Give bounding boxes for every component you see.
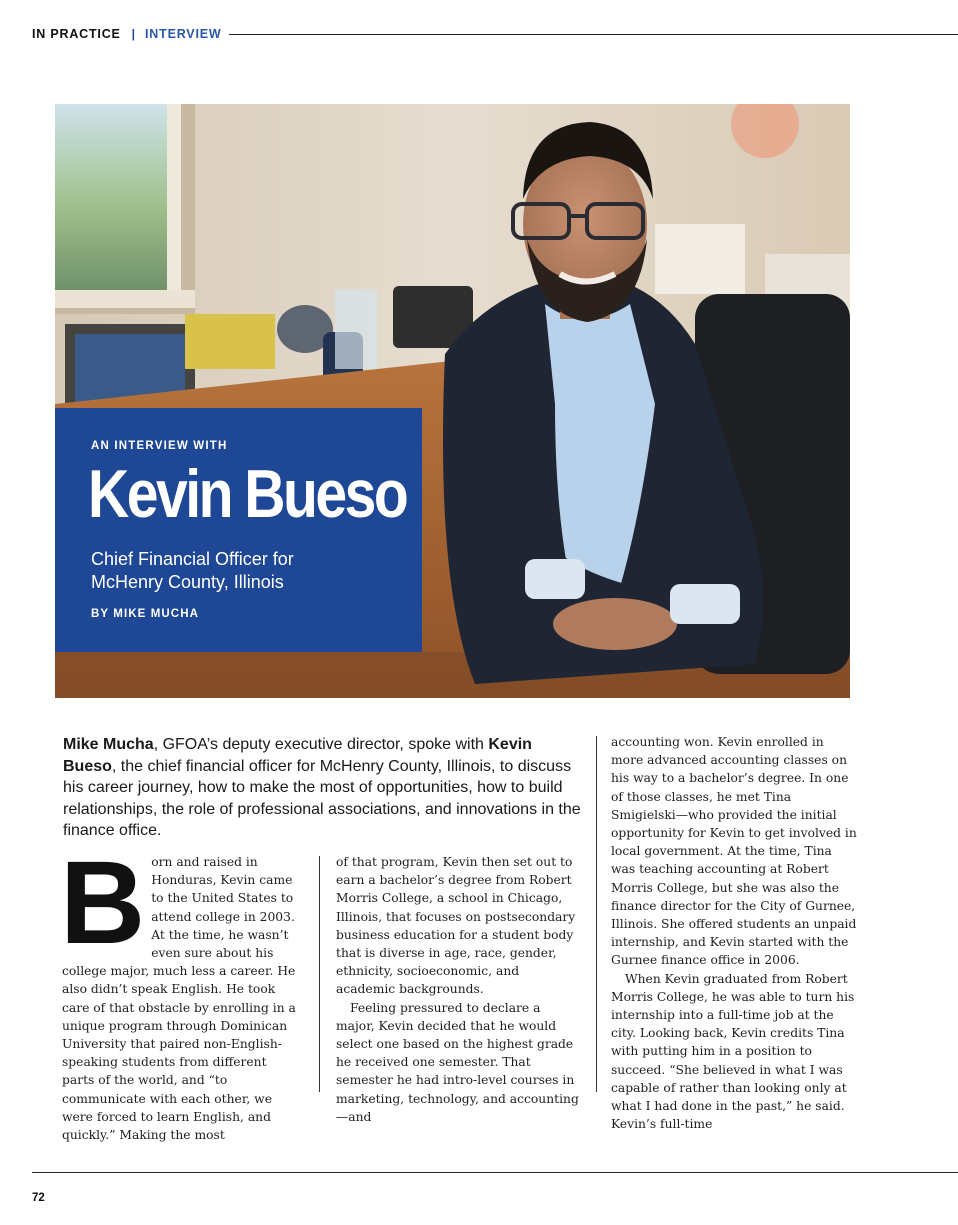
article-paragraph: orn and raised in Honduras, Kevin came to the United States to attend college in 2003. At the time, he wasn’t even sure about his college major, much less a career. He also didn’t speak English. He took care of that obstacle by enrolling in a unique program through Dominican University that paired non-English-speaking students from different parts of the world, and “to communicate with each other, we were forced to learn English, and quickly.” Making the most	[62, 855, 296, 1143]
article-paragraph: Feeling pressured to declare a major, Kevin decided that he would select one based on the highest grade he received one semester. That semester he had intro-level courses in marketing, technology, and accounting—and	[336, 1000, 579, 1124]
article-column-2	[336, 853, 582, 1126]
footer-rule	[32, 1172, 958, 1173]
title-box	[55, 408, 422, 652]
drop-cap: B	[60, 837, 146, 969]
intro-name-1: Mike Mucha	[63, 736, 154, 753]
role-line-1: Chief Financial Officer for	[91, 549, 294, 569]
interview-kicker: AN INTERVIEW WITH	[91, 440, 228, 452]
running-header	[32, 26, 958, 42]
column-rule-2	[596, 736, 597, 1092]
article-column-1	[60, 837, 302, 1144]
interviewee-role	[91, 548, 391, 594]
article-paragraph: of that program, Kevin then set out to earn a bachelor’s degree from Robert Morris College, a school in Chicago, Illinois, that focuses on postsecondary business education for a student body that is diverse in age, race, gender, ethnicity, socioeconomic, and academic backgrounds.	[336, 855, 576, 997]
article-paragraph: accounting won. Kevin enrolled in more advanced accounting classes on his way to a bachelor’s degree. In one of those classes, he met Tina Smigielski—who provided the initial opportunity for Kevin to get involved in local government. At the time, Tina was teaching accounting at Robert Morris College, but she was also the finance director for the City of Gurnee, Illinois. She offered students an unpaid internship, and Kevin started with the Gurnee finance office in 2006.	[611, 735, 857, 968]
page-number: 72	[32, 1192, 45, 1204]
column-rule-1	[319, 856, 320, 1092]
byline: BY MIKE MUCHA	[91, 608, 200, 620]
intro-name-2: Kevin Bueso	[63, 736, 532, 775]
subsection-label: INTERVIEW	[145, 27, 222, 41]
intro-paragraph	[63, 734, 583, 842]
article-paragraph: When Kevin graduated from Robert Morris College, he was able to turn his internship into a full-time job at the city. Looking back, Kevin credits Tina with putting him in a position to succeed. “She believed in what I was capable of rather than looking only at what I had done in the past,” he said. Kevin’s full-time	[611, 971, 855, 1132]
intro-text-2: , the chief financial officer for McHenry County, Illinois, to discuss his career journey, how to make the most of opportunities, how to build relationships, the role of professional associations, and innovations in the finance office.	[63, 757, 581, 840]
article-column-3	[611, 733, 859, 1133]
section-label: IN PRACTICE	[32, 27, 121, 41]
interviewee-name: Kevin Bueso	[88, 456, 407, 532]
intro-text-1: , GFOA’s deputy executive director, spoke with	[153, 736, 489, 753]
header-rule	[229, 34, 958, 35]
header-separator: |	[131, 27, 136, 41]
role-line-2: McHenry County, Illinois	[91, 572, 284, 592]
